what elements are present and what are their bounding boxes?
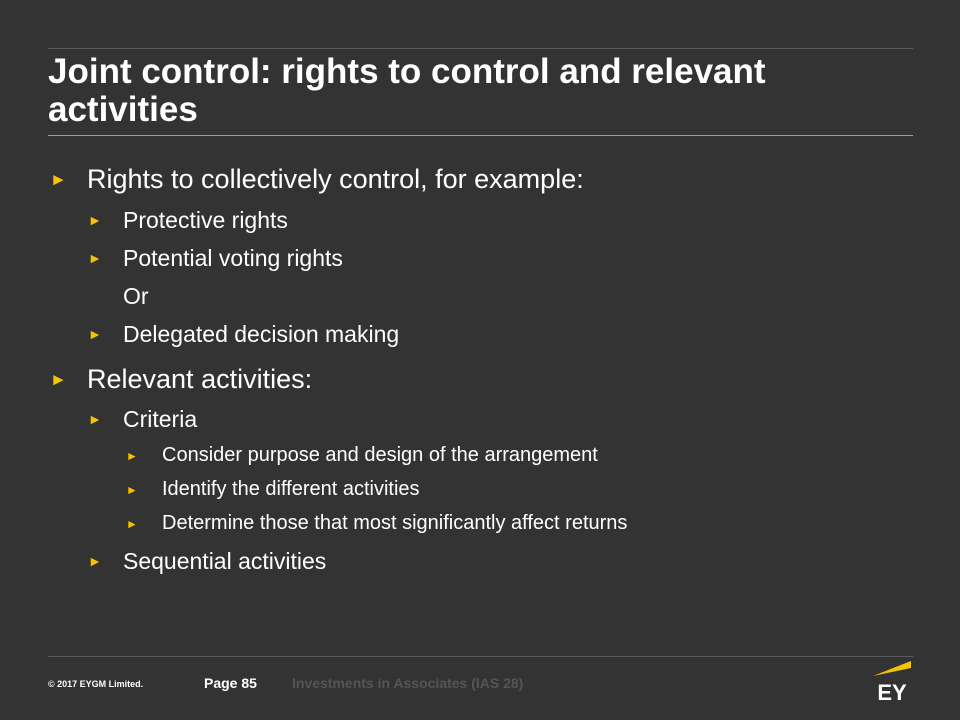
bullet-text: Rights to collectively control, for example: [87, 164, 584, 194]
ey-logo-text: EY [877, 680, 907, 702]
bullet-arrow-icon: ► [50, 370, 67, 389]
bullet-arrow-icon: ► [88, 411, 102, 427]
bullet-arrow-icon: ► [50, 170, 67, 189]
bullet-text: Identify the different activities [162, 478, 420, 500]
footer-divider [48, 656, 913, 657]
bullet-text: Consider purpose and design of the arrangement [162, 444, 598, 466]
bullet-text: Determine those that most significantly affect returns [162, 512, 628, 534]
bullet-text: Potential voting rights [123, 245, 343, 271]
slide-title: Joint control: rights to control and relevant activities [48, 52, 766, 129]
ey-logo-beam [873, 661, 911, 676]
ey-logo [872, 660, 912, 702]
bullet-text: Sequential activities [123, 548, 327, 574]
bullet-arrow-icon: ► [126, 483, 138, 497]
page-number: Page 85 [204, 675, 257, 691]
bullet-arrow-icon: ► [88, 326, 102, 342]
bullet-text: Relevant activities: [87, 364, 313, 394]
bullet-text: Or [123, 283, 149, 309]
bullet-arrow-icon: ► [88, 212, 102, 228]
bullet-arrow-icon: ► [88, 250, 102, 266]
bullet-text: Delegated decision making [123, 321, 400, 347]
bullet-arrow-icon: ► [126, 517, 138, 531]
bullet-text: Protective rights [123, 207, 288, 233]
copyright-notice: © 2017 EYGM Limited. [48, 679, 144, 689]
bullet-arrow-icon: ► [88, 553, 102, 569]
bullet-text: Criteria [123, 406, 198, 432]
deck-title: Investments in Associates (IAS 28) [292, 675, 524, 691]
bullet-arrow-icon: ► [126, 449, 138, 463]
